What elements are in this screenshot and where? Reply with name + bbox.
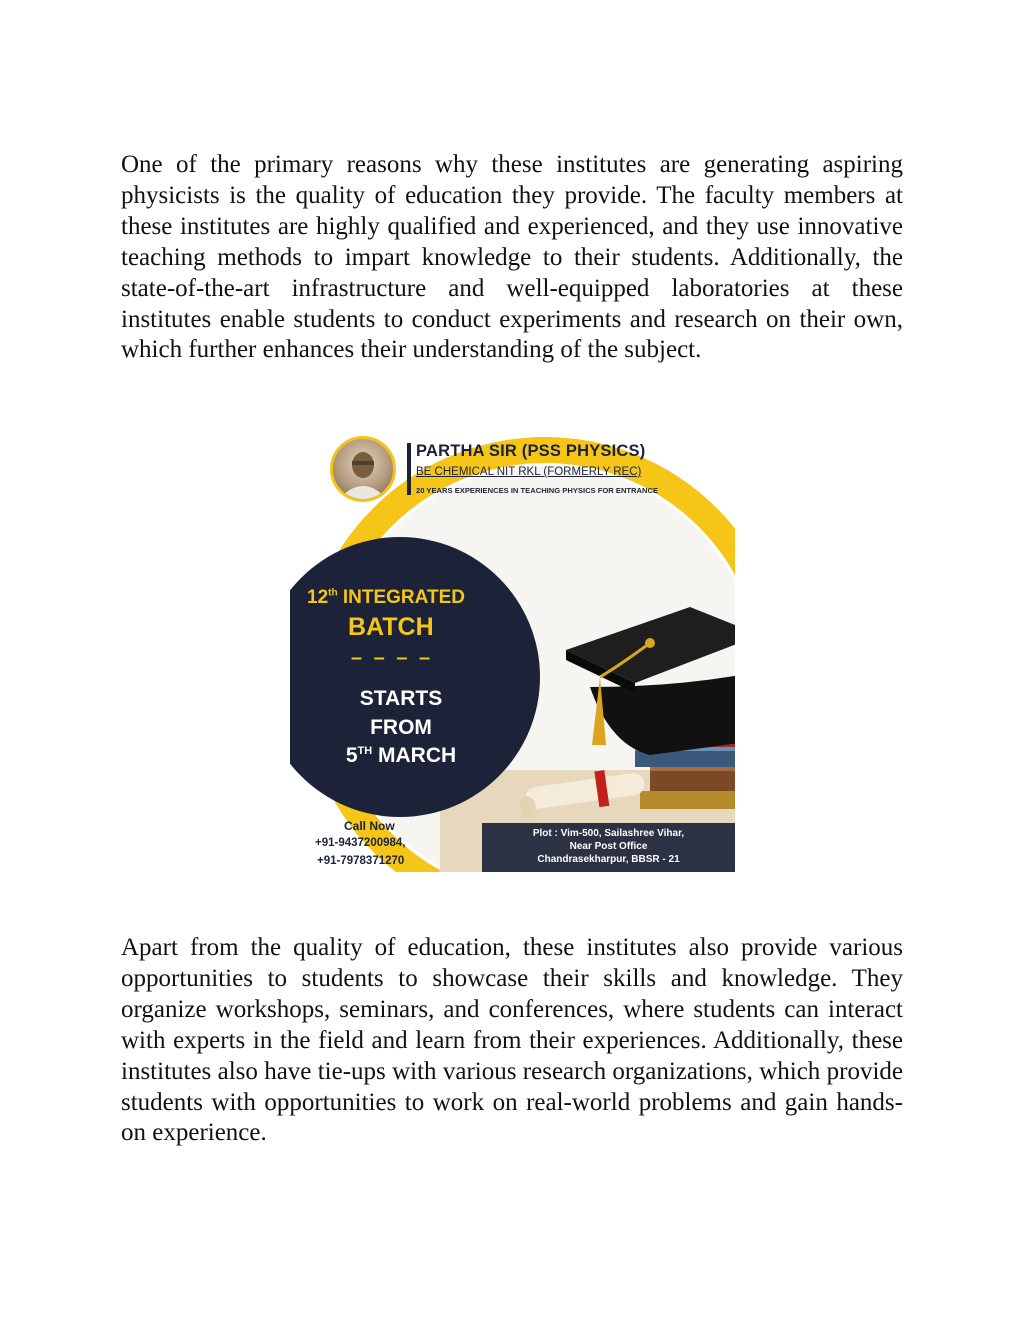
paragraph-opportunities: Apart from the quality of education, these institutes also provide various opportunities to students to showcase their skills and knowledge. They organize workshops, seminars, and conferences, where students can interact with experts in the field and learn from their experiences. Additionally, these institutes also have tie-ups with various research organizations, which provide students with opportunities to work on real-world problems and gain hands-on experience. bbox=[121, 934, 903, 1147]
batch-advertisement-poster bbox=[290, 425, 735, 872]
teacher-avatar bbox=[330, 436, 396, 502]
address-line-2: Near Post Office bbox=[569, 841, 648, 852]
teacher-name: PARTHA SIR (PSS PHYSICS) bbox=[416, 442, 646, 460]
paragraph-quality-of-education: One of the primary reasons why these institutes are generating aspiring physicists is the quality of education they provide. The faculty members at these institutes are highly qualified and experienced, and they use innovative teaching methods to impart knowledge to their students. Additionally, the state-of-the-art infrastructure and well-equipped laboratories at these institutes enable students to conduct experiments and research on their own, which further enhances their understanding of the subject. bbox=[121, 151, 903, 364]
starts-label: STARTS bbox=[359, 687, 443, 710]
teacher-qualification: BE CHEMICAL NIT RKL (FORMERLY REC) bbox=[416, 466, 642, 478]
from-label: FROM bbox=[370, 716, 432, 739]
call-now-label: Call Now bbox=[344, 819, 395, 833]
header-divider bbox=[407, 443, 411, 495]
phone-number-1: +91-9437200984, bbox=[315, 837, 406, 849]
teacher-experience: 20 YEARS EXPERIENCES IN TEACHING PHYSICS FOR ENTRANCE bbox=[416, 486, 659, 495]
start-date: 5TH MARCH bbox=[345, 744, 457, 767]
address-line-3: Chandrasekharpur, BBSR - 21 bbox=[537, 854, 680, 865]
batch-dashes: – – – – bbox=[351, 647, 434, 669]
batch-title-line2: BATCH bbox=[348, 613, 434, 641]
batch-title-line1: 12th INTEGRATED bbox=[307, 587, 465, 608]
phone-number-2: +91-7978371270 bbox=[317, 855, 405, 867]
address-line-1: Plot : Vim-500, Sailashree Vihar, bbox=[532, 828, 685, 839]
